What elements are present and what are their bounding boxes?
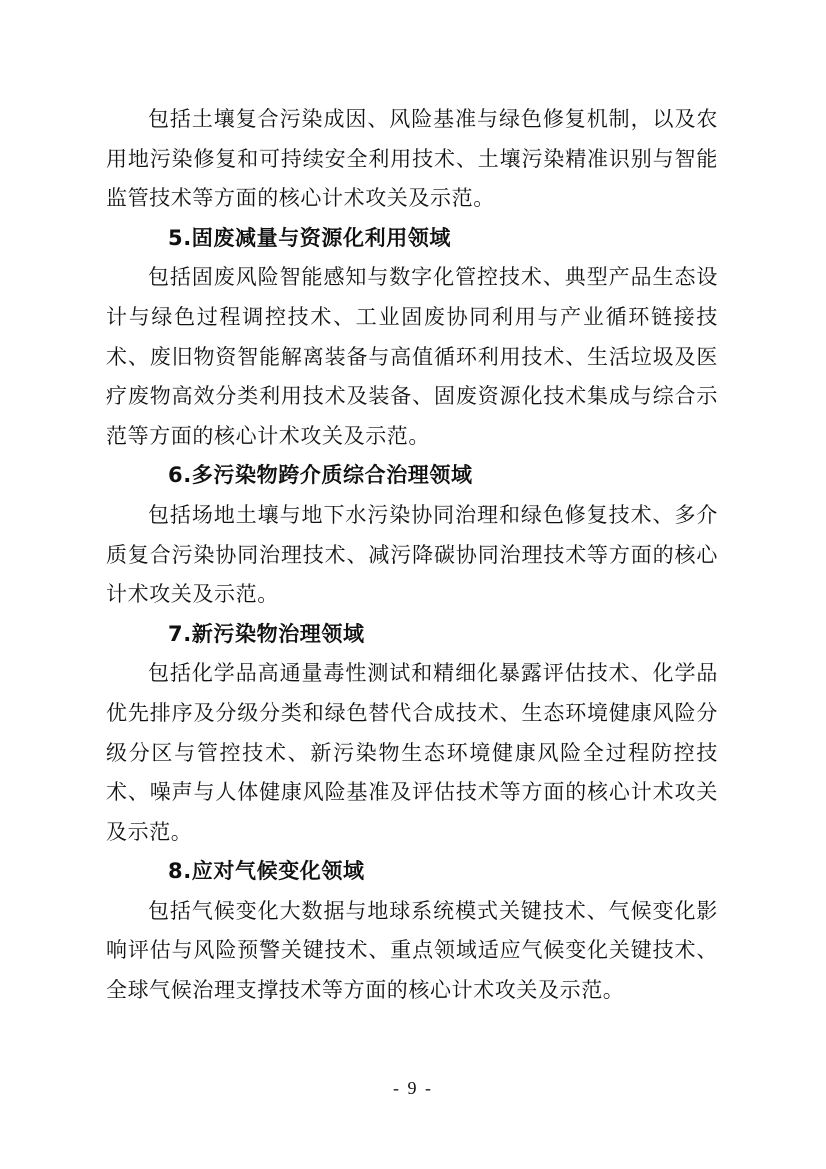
section-heading-6: 6.多污染物跨介质综合治理领域 [168, 463, 473, 488]
section-body-7: 包括化学品高通量毒性测试和精细化暴露评估技术、化学品优先排序及分级分类和绿色替代合成技术、生态环境健康风险分级分区与管控技术、新污染物生态环境健康风险全过程防控技术、噪声与人体健康风险基准及评估技术等方面的核心计术攻关及示范。 [106, 661, 718, 844]
page-number: - 9 - [393, 1078, 433, 1098]
intro-paragraph: 包括土壤复合污染成因、风险基准与绿色修复机制，以及农用地污染修复和可持续安全利用技术、土壤污染精准识别与智能监管技术等方面的核心计术攻关及示范。 [106, 107, 718, 211]
section-heading-5: 5.固废减量与资源化利用领域 [168, 225, 451, 250]
section-heading-7: 7.新污染物治理领域 [168, 621, 365, 646]
document-body [106, 100, 718, 1011]
section-heading-8: 8.应对气候变化领域 [168, 859, 365, 884]
section-body-5: 包括固废风险智能感知与数字化管控技术、典型产品生态设计与绿色过程调控技术、工业固废协同利用与产业循环链接技术、废旧物资智能解离装备与高值循环利用技术、生活垃圾及医疗废物高效分类利用技术及装备、固废资源化技术集成与综合示范等方面的核心计术攻关及示范。 [106, 265, 718, 448]
section-body-8: 包括气候变化大数据与地球系统模式关键技术、气候变化影响评估与风险预警关键技术、重点领域适应气候变化关键技术、全球气候治理支撑技术等方面的核心计术攻关及示范。 [106, 898, 718, 1003]
section-body-6: 包括场地土壤与地下水污染协同治理和绿色修复技术、多介质复合污染协同治理技术、减污降碳协同治理技术等方面的核心计术攻关及示范。 [106, 502, 718, 607]
